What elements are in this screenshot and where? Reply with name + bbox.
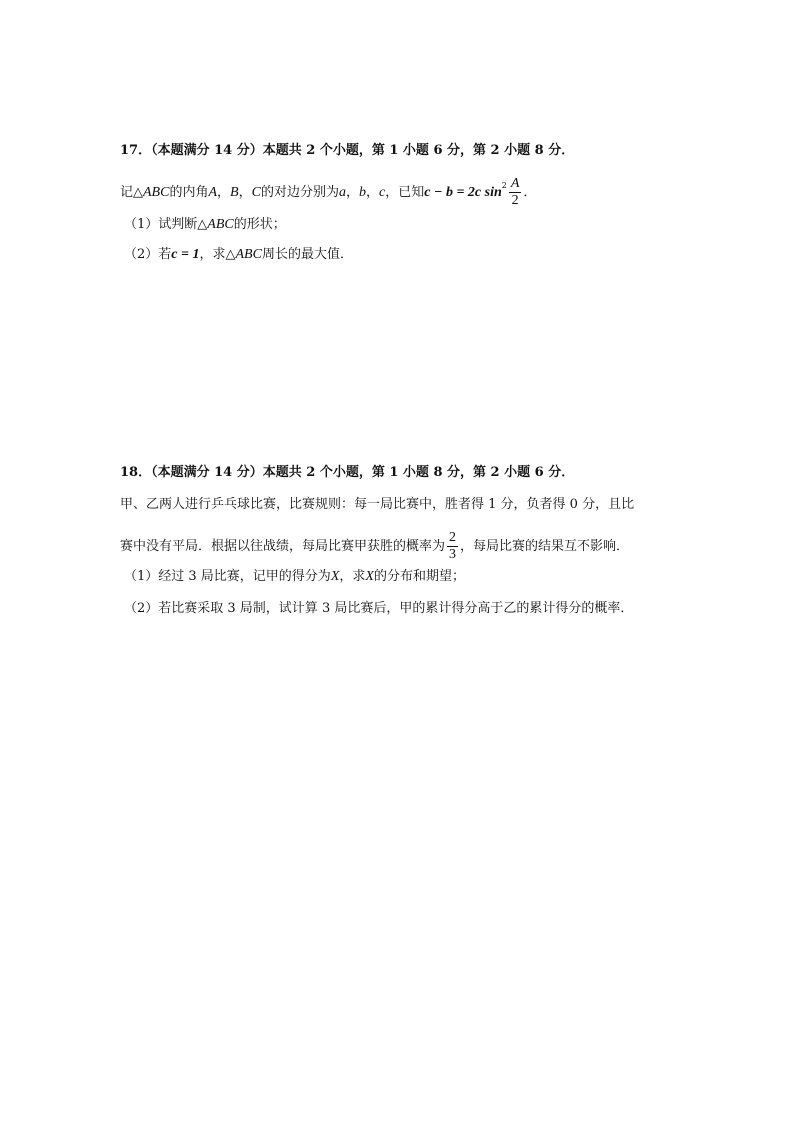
q17-stem-math-c-angle: C bbox=[251, 185, 261, 200]
q18-fraction-numerator: 2 bbox=[449, 530, 457, 545]
q17-stem-equation: c − b = 2c sin bbox=[424, 185, 502, 200]
q17-stem-fraction-numerator: A bbox=[510, 176, 520, 191]
q18-part1-text-3: 的分布和期望； bbox=[373, 569, 465, 584]
q17-stem-math-c-side: c bbox=[379, 185, 386, 200]
q17-stem-text-8: ，已知 bbox=[385, 185, 425, 200]
q17-stem-exponent: 2 bbox=[501, 181, 507, 190]
q17-stem-text-4: ， bbox=[238, 185, 252, 200]
q18-part1 bbox=[124, 568, 465, 586]
q17-part2-text-1: （2）若 bbox=[124, 247, 172, 262]
q18-line2-text-1: 赛中没有平局．根据以往战绩，每局比赛甲获胜的概率为 bbox=[120, 539, 446, 554]
q17-stem-math-b-angle: B bbox=[230, 185, 239, 200]
q17-part1-math-abc: ABC bbox=[207, 217, 234, 232]
q17-part1-text-2: 的形状； bbox=[233, 217, 286, 232]
q17-stem-text-1: 记△ bbox=[120, 185, 143, 200]
q17-stem-math-a-side: a bbox=[338, 185, 346, 200]
q17-part2-equation: c = 1 bbox=[171, 247, 200, 262]
q18-line2-text-2: ，每局比赛的结果互不影响． bbox=[460, 539, 630, 554]
q17-stem-text-6: ， bbox=[345, 185, 359, 200]
q17-stem-fraction bbox=[509, 176, 522, 209]
q17-stem-math-abc: ABC bbox=[143, 185, 170, 200]
q17-stem-text-5: 的对边分别为 bbox=[260, 185, 339, 200]
q18-part1-text-1: （1）经过 3 局比赛，记甲的得分为 bbox=[124, 569, 331, 584]
q17-part1-text-1: （1）试判断△ bbox=[124, 217, 208, 232]
q17-stem-fraction-denominator: 2 bbox=[511, 193, 519, 208]
q18-probability-fraction bbox=[447, 530, 458, 563]
q17-stem-text-2: 的内角 bbox=[169, 185, 209, 200]
q17-stem bbox=[120, 176, 536, 209]
q17-part2 bbox=[124, 246, 353, 264]
q18-part1-math-x: X bbox=[330, 569, 340, 584]
q18-heading: 18．（本题满分 14 分）本题共 2 个小题，第 1 小题 8 分，第 2 小题 6 分． bbox=[120, 465, 575, 480]
q17-part2-text-3: 周长的最大值． bbox=[261, 247, 353, 262]
q18-line1: 甲、乙两人进行乒乓球比赛，比赛规则：每一局比赛中，胜者得 1 分，负者得 0 分，且比 bbox=[120, 497, 635, 512]
q17-part2-math-abc: ABC bbox=[235, 247, 262, 262]
q17-stem-end: ． bbox=[523, 185, 537, 200]
q17-stem-math-b-side: b bbox=[359, 185, 366, 200]
q18-part1-text-2: ，求 bbox=[339, 569, 366, 584]
q17-stem-text-3: ， bbox=[217, 185, 231, 200]
q17-part1 bbox=[124, 216, 286, 234]
q17-stem-math-a-angle: A bbox=[208, 185, 218, 200]
q18-line2 bbox=[120, 530, 629, 563]
q18-fraction-denominator: 3 bbox=[449, 547, 457, 562]
q17-stem-text-7: ， bbox=[366, 185, 380, 200]
q18-part2: （2）若比赛采取 3 局制，试计算 3 局比赛后，甲的累计得分高于乙的累计得分的概率． bbox=[124, 601, 634, 616]
q17-heading: 17．（本题满分 14 分）本题共 2 个小题，第 1 小题 6 分，第 2 小题 8 分． bbox=[120, 143, 575, 158]
q17-part2-text-2: ，求△ bbox=[199, 247, 236, 262]
q18-part1-math-x-2: X bbox=[365, 569, 374, 584]
